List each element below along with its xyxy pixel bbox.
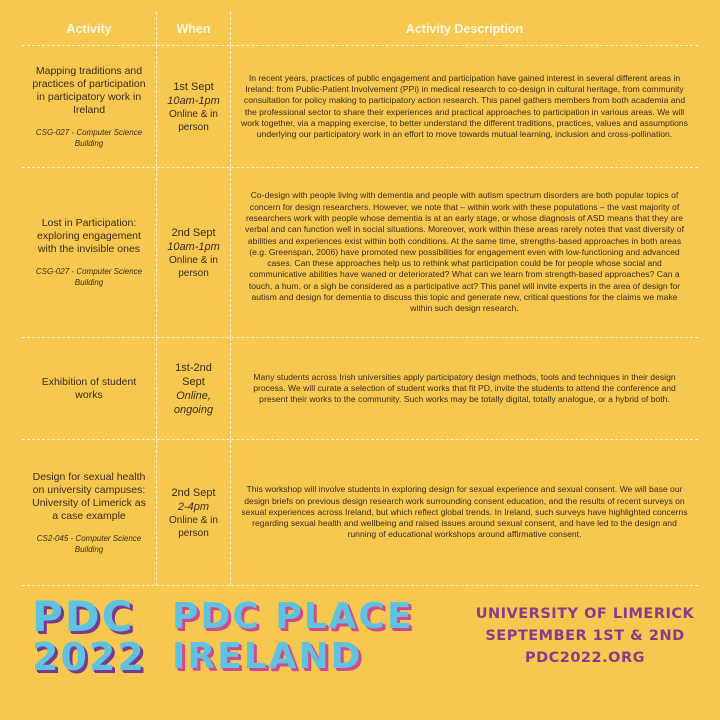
logo-line1: PDC — [32, 592, 135, 641]
schedule-table — [22, 12, 698, 586]
when-time: 10am-1pm — [167, 240, 220, 253]
pdc-2022-logo — [32, 592, 146, 679]
when-mode: Online & in person — [169, 108, 218, 133]
activity-cell — [22, 46, 156, 167]
description-cell: This workshop will involve students in exploring design for sexual experience and sexual consent. We will base our design briefs on previous design research work surrounding consent education, and the results of recent surveys on sexual experiences across Ireland, but which reflect global trends. In Ireland, such surveys have highlighted concerns regarding sexual health and wellbeing and raised issues around sexual consent, and have led to the design and running of educational workshops around affirmative consent. — [230, 440, 698, 585]
when-date: 2nd Sept — [171, 486, 216, 499]
when-date: 1st Sept — [173, 80, 214, 93]
when-mode: Online & in person — [169, 254, 218, 279]
when-date: 2nd Sept — [171, 226, 216, 239]
event-info — [470, 603, 700, 669]
table-row — [22, 338, 698, 440]
header-when: When — [156, 12, 230, 45]
table-row — [22, 46, 698, 168]
table-header — [22, 12, 698, 46]
activity-cell — [22, 440, 156, 585]
activity-location: CS2-045 - Computer Science Building — [36, 533, 142, 554]
event-website: PDC2022.ORG — [524, 650, 646, 666]
logo-line2: 2022 — [32, 635, 146, 679]
pdc-place-ireland — [172, 597, 413, 677]
description-cell: Many students across Irish universities apply participatory design methods, tools and techniques in their design process. We will curate a selection of student works that fit PD, invite the students to attend the conference and present their works to the community. Such works may be totally digital, totally analogue, or a hybrid of both. — [230, 338, 698, 439]
footer — [0, 592, 720, 695]
activity-title: Design for sexual health on university campuses: University of Limerick as a case example — [32, 470, 146, 522]
table-row — [22, 168, 698, 338]
activity-title: Lost in Participation: exploring engagement with the invisible ones — [37, 217, 141, 255]
when-cell — [156, 168, 230, 337]
activity-title: Mapping traditions and practices of participation in participatory work in Ireland — [32, 64, 146, 116]
when-time: 10am-1pm — [167, 94, 220, 107]
when-time: 2-4pm — [177, 500, 210, 513]
header-description: Activity Description — [230, 12, 698, 45]
activity-location: CSG-027 - Computer Science Building — [35, 267, 143, 287]
event-dates: SEPTEMBER 1ST & 2ND — [485, 628, 685, 644]
description-cell: Co-design with people living with dementia and people with autism spectrum disorders are both popular topics of concern for design researchers. However, we note that – within work with these populations – the vast majority of researchers work with people whose dementia is at an early stage, or whose diagnosis of ASD means that they are verbal and can function well in social situations. Moreover, work within these areas rarely notes that vast diversity of abilities and experiences exist within both conditions. At the same time, strengths-based approaches in both areas (e.g. Greenspan, 2006) have promoted new possibilities for engagement even with low-functioning and advanced cases. Can these approaches help us to rethink what participation could be for people whose social and communicative abilities have waned or deteriorated? What can we learn from strength-based approaches? Can a touch, a hum, or a sigh be considered as a participative act? This panel will invite experts in the area of design for autism and design for dementia to discuss this topic and generate new, critical questions for the claims we make within such design research. — [230, 168, 698, 337]
table-row — [22, 440, 698, 586]
when-cell — [156, 46, 230, 167]
university-name: UNIVERSITY OF LIMERICK — [475, 606, 695, 622]
when-mode: Online & in person — [169, 514, 218, 539]
when-date: 1st-2nd Sept — [175, 361, 212, 388]
when-cell — [156, 338, 230, 439]
activity-title: Exhibition of student works — [41, 375, 137, 401]
when-time: Online, ongoing — [173, 389, 214, 416]
activity-location: CSG-027 - Computer Science Building — [35, 127, 143, 148]
place-line2: IRELAND — [172, 636, 363, 677]
header-activity: Activity — [66, 21, 112, 36]
activity-cell — [22, 338, 156, 439]
description-cell: In recent years, practices of public engagement and participation have gained interest in several different areas in Ireland: from Public-Patient Involvement (PPi) in medical research to co-design in cultural heritage, from community consultation for policy making to participatory action research. This panel gathers members from both academia and the professional sector to share their experiences and practical approaches to participation in various areas. We will work together, via a mapping exercise, to better understand the different traditions, practices, values and assumptions underlying our participatory work in an effort to move towards mutual learning, inclusion and cross-pollination. — [230, 46, 698, 167]
activity-cell — [22, 168, 156, 337]
place-line1: PDC PLACE — [172, 596, 414, 637]
when-cell — [156, 440, 230, 585]
